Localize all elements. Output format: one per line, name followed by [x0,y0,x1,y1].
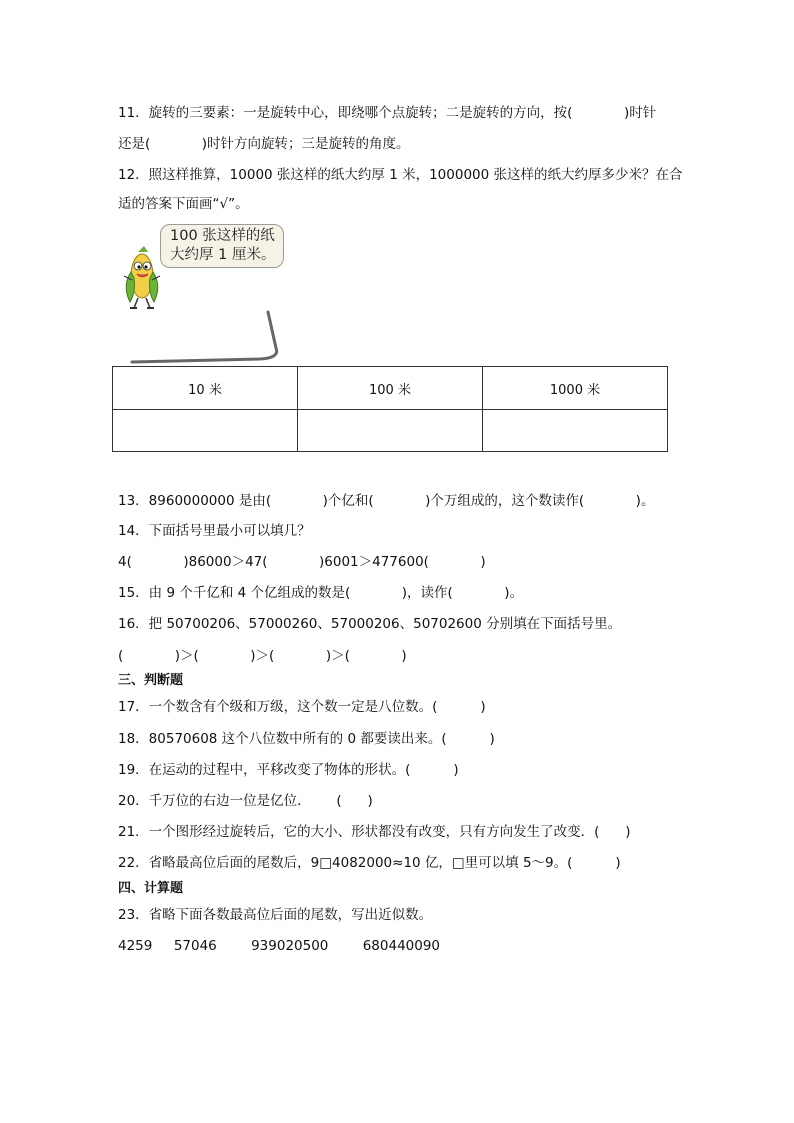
paper-stack-diagram [110,306,290,366]
question-12-line1: 12．照这样推算，10000 张这样的纸大约厚 1 米，1000000 张这样的纸大约厚多少米？在合 [118,167,683,183]
speech-bubble: 100 张这样的纸 大约厚 1 厘米。 [160,224,284,268]
answer-cell-1000m[interactable] [483,410,668,452]
question-16: 16．把 50700206、57000260、57000206、50702600 分别填在下面括号里。 [118,616,622,632]
corn-mascot-icon [118,246,170,310]
question-18: 18．80570608 这个八位数中所有的 0 都要读出来。( ) [118,731,495,747]
question-14: 14．下面括号里最小可以填几？ [118,523,311,539]
answer-cell-10m[interactable] [113,410,298,452]
question-21: 21．一个图形经过旋转后，它的大小、形状都没有改变，只有方向发生了改变．( ) [118,824,631,840]
section-heading-calculation: 四、计算题 [118,881,184,896]
question-11-line2: 还是( )时针方向旋转；三是旋转的角度。 [118,136,410,152]
question-19: 19．在运动的过程中，平移改变了物体的形状。( ) [118,762,459,778]
question-11-line1: 11．旋转的三要素：一是旋转中心，即绕哪个点旋转；二是旋转的方向，按( )时针 [118,105,657,121]
question-16-blanks: ( )＞( )＞( )＞( ) [118,648,407,664]
question-17: 17．一个数含有个级和万级，这个数一定是八位数。( ) [118,699,486,715]
question-14-items: 4( )86000＞47( )6001＞477600( ) [118,554,486,570]
section-heading-judgement: 三、判断题 [118,673,184,688]
question-23: 23．省略下面各数最高位后面的尾数，写出近似数。 [118,907,433,923]
option-100m: 100 米 [298,367,483,410]
question-15: 15．由 9 个千亿和 4 个亿组成的数是( )，读作( )。 [118,585,524,601]
question-22: 22．省略最高位后面的尾数后，9□4082000≈10 亿，□里可以填 5～9。( ) [118,855,621,871]
question-13: 13．8960000000 是由( )个亿和( )个万组成的，这个数读作( )。 [118,493,655,509]
option-1000m: 1000 米 [483,367,668,410]
question-23-numbers: 4259 57046 939020500 680440090 [118,938,441,954]
answer-cell-100m[interactable] [298,410,483,452]
question-20: 20．千万位的右边一位是亿位． ( ) [118,793,373,809]
option-10m: 10 米 [113,367,298,410]
question-12-line2: 适的答案下面画“√”。 [118,196,249,212]
answer-options-table [112,366,668,452]
